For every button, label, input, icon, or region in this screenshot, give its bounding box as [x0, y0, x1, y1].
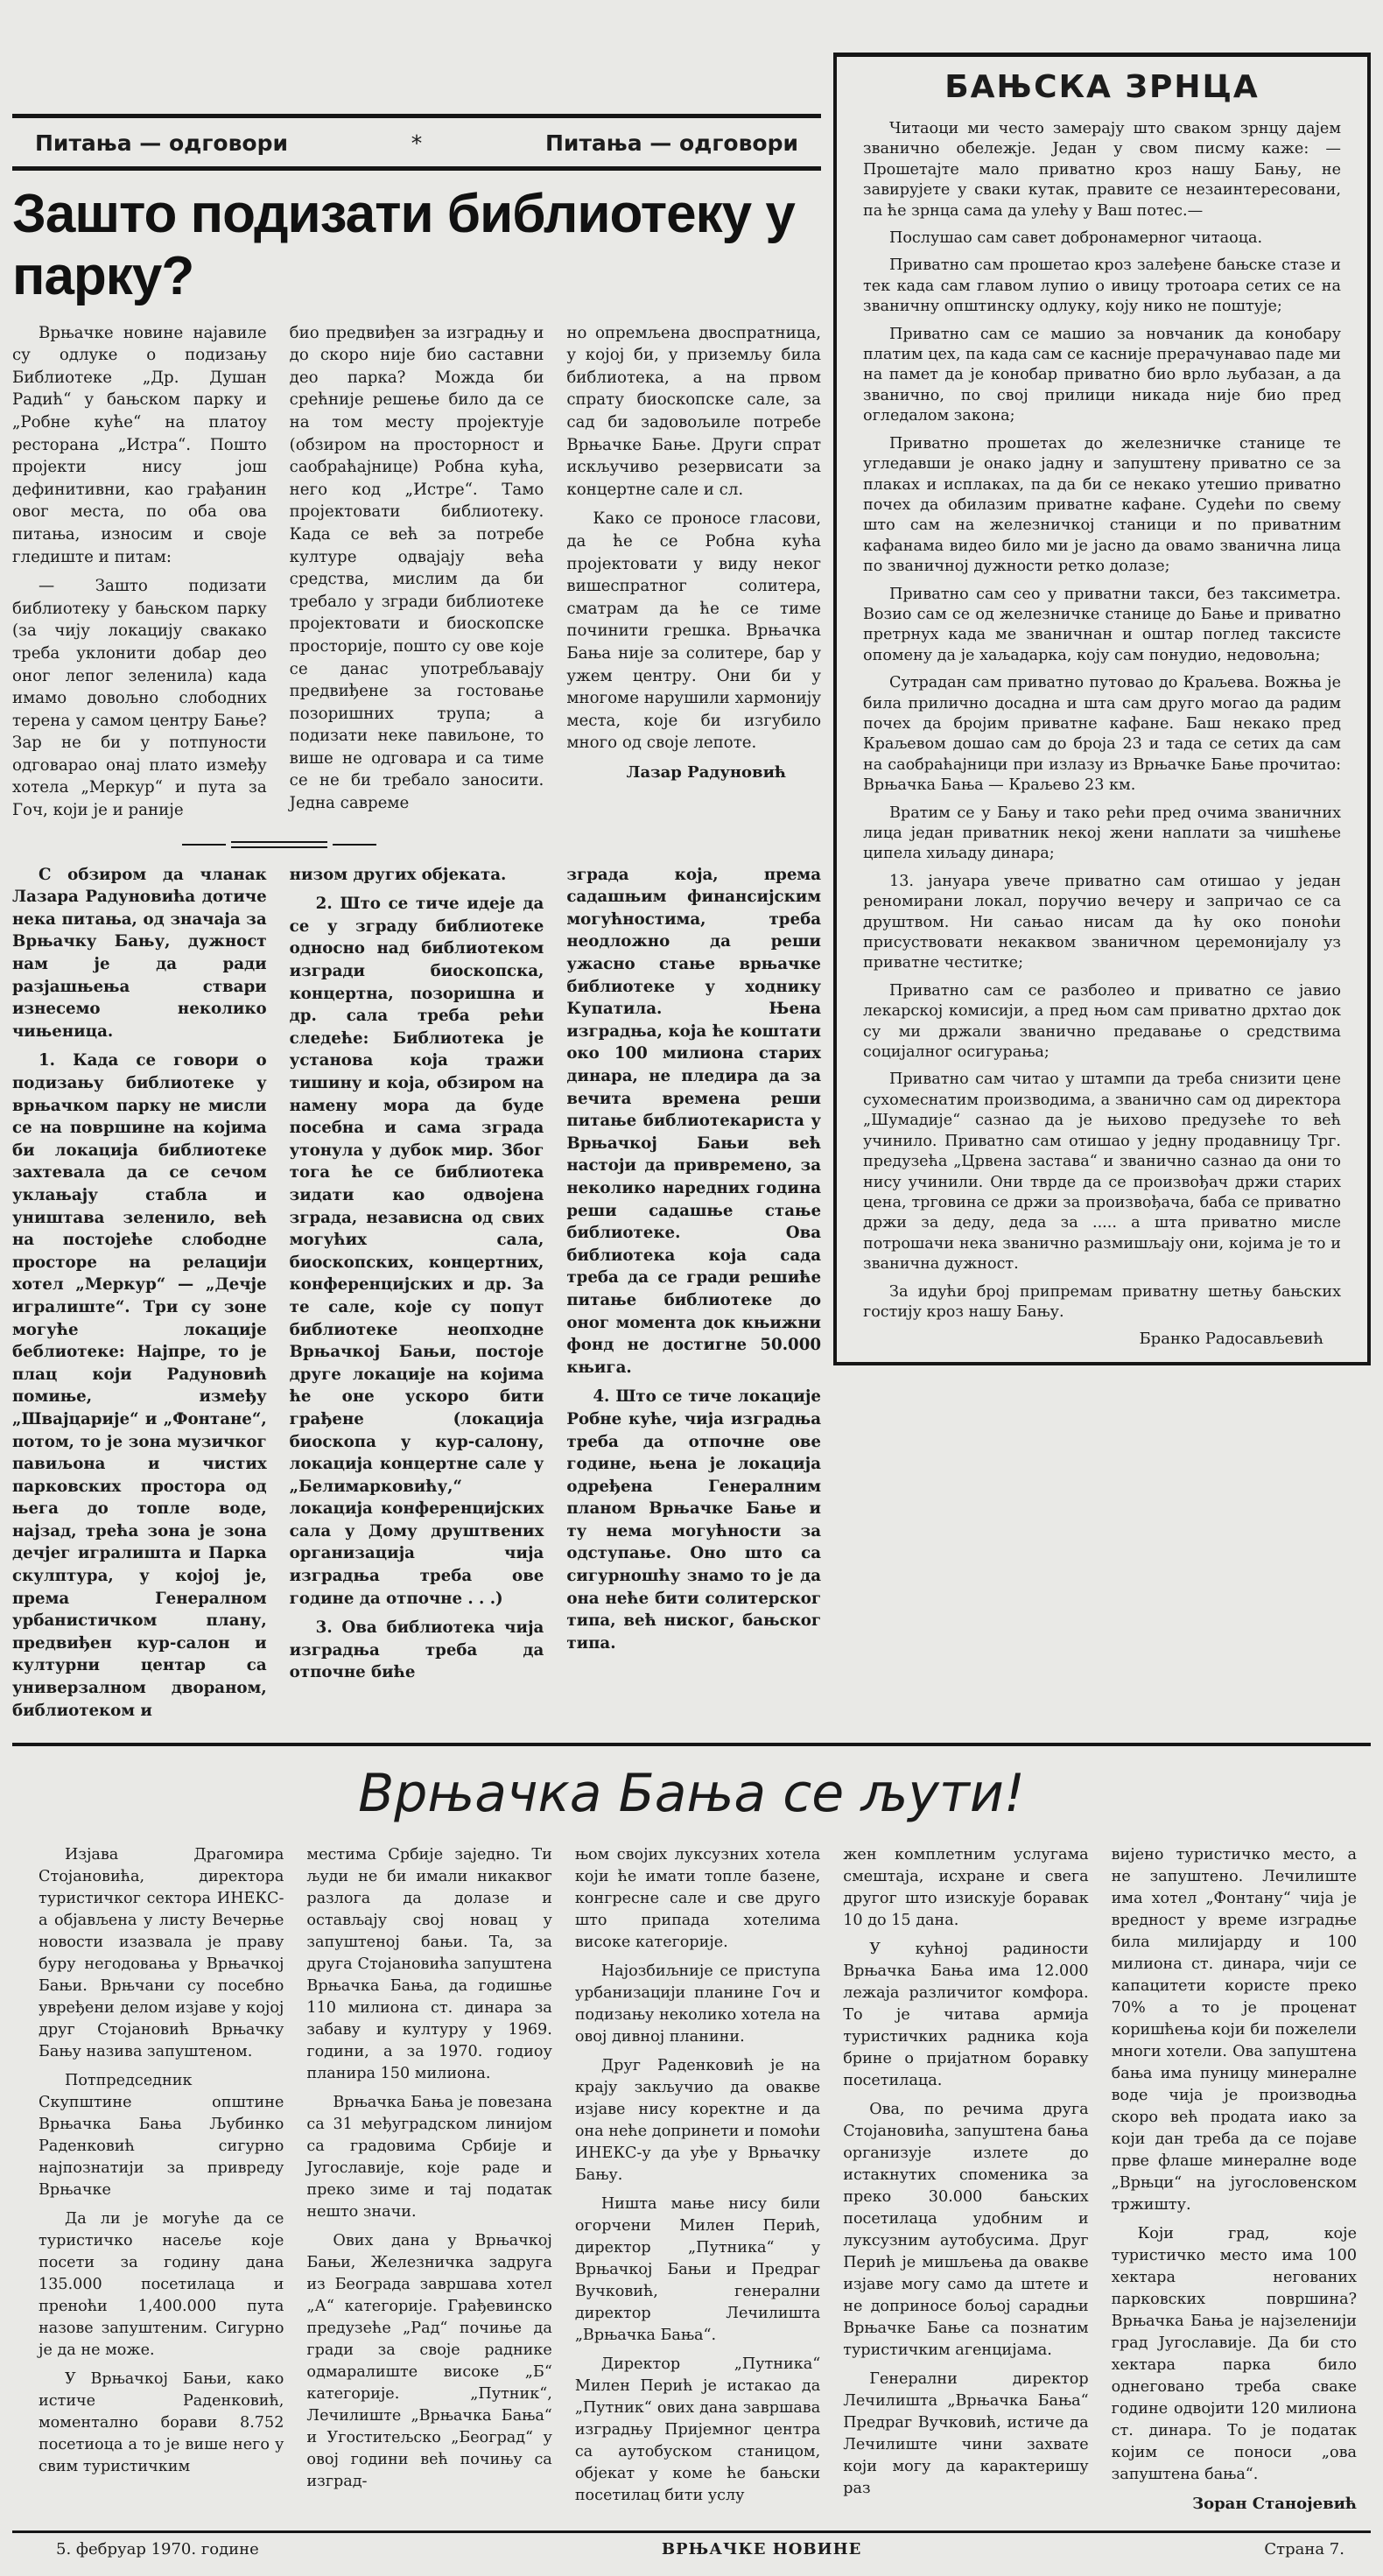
bottom-column-2	[306, 1844, 551, 2500]
bottom-column-5	[1112, 1844, 1357, 2515]
page-footer	[12, 2530, 1371, 2558]
sidebar-signature: Бранко Радосављевић	[1139, 1330, 1323, 1349]
paragraph: Ништа мање нису били огорчени Милен Перић, директор „Путника“ у Врњачкој Бањи и Предраг Вучковић, генерални директор Лечилишта „Врњачка Бања“.	[574, 2195, 821, 2345]
bottom-columns	[12, 1844, 1371, 2515]
footer-newspaper-name: ВРЊАЧКЕ НОВИНЕ	[661, 2540, 862, 2559]
paragraph: зграда која, према садашњим финансијским могућностима, треба неодложно да реши ужасно стање врњачке библиотеке у ходнику Купатила. Њена изградња, која ће коштати око 100 милиона старих динара, не пледира да за вечита времена реши питање библиотекариста у Врњачкој Бањи већ настоји да привремено, за неколико наредних година реши садашње стање библиотеке. Ова библиотека која сада треба да се гради решиће питање библиотеке до оног момента док књижни фонд не достигне 50.000 књига.	[566, 865, 822, 1377]
bottom-signature: Зоран Станојевић	[1192, 2495, 1358, 2514]
paragraph: У кућној радиности Врњачка Бања има 12.000 лежаја различитог комфора. То је читава армија туристичких радника која брине о пријатном боравку посетилаца.	[843, 1941, 1089, 2090]
paragraph: Како се проносе гласови, да ће се Робна кућа пројектовати у виду неког вишеспратног солитера, сматрам да ће се тиме починити грешка. Врњачка Бања није за солитере, бар у ужем центру. Они би у многоме нарушили хармонију места, које би изгубило много од своје лепоте.	[566, 509, 822, 753]
question-columns	[12, 322, 821, 829]
question-column-2	[290, 322, 544, 822]
bottom-column-1	[39, 1844, 284, 2485]
paragraph: С обзиром да чланак Лазара Радуновића дотиче нека питања, од значаја за Врњачку Бању, дужност нам је да ради разјашњења ствари изнесемо неколико чињеница.	[12, 865, 267, 1041]
paragraph: Врњачке новине најавиле су одлуке о подизању Библиотеке „Др. Душан Радић“ у бањском парку и „Робне куће“ на платоу ресторана „Истра“. Пошто пројекти нису још дефинитивни, као грађанин овог места, по оба ова питања, износим и своје гледиште и питам:	[12, 323, 267, 566]
paragraph: Приватно сам се машио за новчаник да конобару платим цех, па када сам се касније прерачунавао паде ми на памет да је конобар приватно био врло љубазан, а да званично, по свој прилици никада није био пред огледалом закона;	[863, 325, 1341, 425]
paragraph: 4. Што се тиче локације Робне куће, чија изградња треба да отпочне ове године, њена је локација одређена Генералним планом Врњачке Бање и ту нема могућности за одступање. Оно што са сигурношћу знамо то је да она неће бити солитерског типа, већ ниског, бањског типа.	[566, 1387, 822, 1653]
paragraph: Друг Раденковић је на крају закључио да овакве изјаве нису коректне и да она неће допринети и помоћи ИНЕКС-у да уђе у Врњачку Бању.	[574, 2057, 821, 2185]
paragraph: вијено туристичко место, а не запуштено. Лечилиште има хотел „Фонтану“ чија је вредност у време изградње била милијарду и 100 милиона ст. динара, чији се капацитети користе преко 70% а то је проценат коришћења који би пожелели многи хотели. Ова запуштена бања има пуницу минералне воде чија је производња скоро већ продата иако за који дан треба да се појаве прве флаше минералне воде „Врњци“ на југословенском тржишту.	[1111, 1846, 1358, 2215]
section-separator: *	[411, 130, 423, 156]
banja-angry-article	[12, 1743, 1371, 2515]
paragraph: Приватно сам читао у штампи да треба снизити цене сухомеснатим производима, а званично сам од директора „Шумадије“ сазнао да је њихово предузеће то већ учинило. Приватно сам отишао у једну продавницу Трг. предузећа „Црвена застава“ и званично сазнао да они то нису учинили. Они тврде да се произвођач држи старих цена, трговина се држи за произвођача, баба се приватно држи за деду, деда за ..... а шта приватно мисле потрошачи нека званично размишљају они, којима је то и званична дужност.	[863, 1070, 1341, 1274]
paragraph: низом других објеката.	[289, 865, 507, 884]
paragraph: био предвиђен за изградњу и до скоро није био саставни део парка? Можда би срећније решење било да се на том месту пројектује (обзиром на просторност и саобраћајнице) Робна кућа, него код „Истре“. Тамо пројектовати библиотеку. Када се већ за потребе културе одвајају већа средства, мислим да би требало у згради библиотеке пројектовати и биоскопске просторије, пошто су ове које се данас употребљавају предвиђене за гостовање позоришних трупа; а подизати неке павиљоне, то више не одговара и са тиме се не би требало заносити. Једна савреме	[289, 323, 544, 813]
paragraph: 2. Што се тиче идеје да се у зграду библиотеке односно над библиотеком изгради биоскопска, концертна, позоришна и др. сала треба рећи следеће: Библиотека је установа која тражи тишину и која, обзиром на намену мора да буде посебна и сама зграда утонула у дубок мир. Због тога ће се библиотека зидати као одвојена зграда, независна од свих могућих сала, биоскопских, концертних, конференцијских и др. За те сале, које су попут библиотеке неопходне Врњачкој Бањи, постоје друге локације на којима ће оне ускоро бити грађене (локација биоскопа у кур-салону, локација концертне сале у „Белимарковићу,“ локација конференцијских сала у Дому друштвених организација чија изградња треба ове године да отпочне . . .)	[289, 895, 544, 1608]
paragraph: Потпредседник Скупштине општине Врњачка Бања Љубинко Раденковић сигурно најпознатији за привреду Врњачке	[39, 2072, 284, 2200]
headline-library: Зашто подизати библиотеку у парку?	[12, 184, 795, 307]
paragraph: но опремљена двоспратница, у којој би, у приземљу била библиотека, а на првом спрату биоскопске сале, за сад би задовољиле потребе Врњачке Бање. Други спрат искључиво резервисати за концертне сале и сл.	[566, 323, 822, 499]
paragraph: њом својих луксузних хотела који ће имати топле базене, конгресне сале и све друго што припада хотелима високе категорије.	[574, 1846, 821, 1952]
paragraph: Директор „Путника“ Милен Перић је истакао да „Путник“ ових дана завршава изградњу Пријемног центра са аутобуском станицом, објекат у коме ће бањски посетилац бити услу	[574, 2355, 821, 2505]
sidebar-text	[863, 119, 1341, 1323]
question-column-3	[566, 322, 821, 788]
paragraph: Приватно прошетах до железничке станице те угледавши је онако јадну и запуштену приватно се за плаках и исплаках, па да би се некако утешио приватно почех да обилазим приватне кафане. Судећи по свему што сам на железничкој станици и по приватним кафанама видео било ми је јасно да овамо званична лица по званичној дужности ретко долазе;	[863, 434, 1341, 576]
footer-page-number: Страна 7.	[1264, 2540, 1344, 2559]
answer-column-3	[566, 864, 821, 1662]
separator-rule	[231, 841, 327, 848]
question-signature: Лазар Радуновић	[626, 762, 787, 782]
section-label-left: Питања — одговори	[35, 130, 288, 156]
section-label-right: Питања — одговори	[545, 130, 798, 156]
paragraph: Изјава Драгомира Стојановића, директора туристичког сектора ИНЕКС-а објављена у листу Вечерње новости изазвала је праву буру негодовања у Врњачкој Бањи. Врњчани су посебно увређени делом изјаве у којој друг Стојановић Врњачку Бању назива запуштеном.	[39, 1846, 284, 2061]
paragraph: Најозбиљније се приступа урбанизацији планине Гоч и подизању неколико хотела на овој дивној планини.	[574, 1962, 821, 2046]
banjska-zrnca-box	[833, 53, 1371, 1365]
paragraph: Сутрадан сам приватно путовао до Краљева. Вожња је била прилично досадна и шта сам друго могао да радим почех да бројим приватне кафане. Баш некако пред Краљевом дошао сам до броја 23 и тада се сетих да сам на саобраћајници при излазу из Врњачке Бање прочитао: Врњачка Бања — Краљево 23 км.	[863, 674, 1341, 795]
upper-band	[12, 35, 1371, 1729]
paragraph: Врњачка Бања је повезана са 31 међуградском линијом са градовима Србије и Југославије, које раде и преко зиме и тај податак нешто значи.	[306, 2094, 552, 2222]
paragraph: — Зашто подизати библиотеку у бањском парку (за чију локацију свакако треба уклонити добар део оног лепог зеленила) када имамо довољно слободних терена у самом центру Бање? Зар не би у потпуности одговарао онај плато између хотела „Меркур“ и пута за Гоч, који је и раније	[12, 577, 267, 820]
paragraph: У Врњачкој Бањи, како истиче Раденковић, моментално борави 8.752 посетиоца а то је више него у свим туристичким	[39, 2370, 284, 2476]
paragraph: 1. Када се говори о подизању библиотеке у врњачком парку не мисли се на површине на којима би локација библиотеке захтевала да се сечом уклањају стабла и уништава зеленило, већ на постојеће слободне просторе на релацији хотел „Меркур“ — „Дечје игралиште“. Три су зоне могуће локације беблиотеке: Најпре, то је плац који Радуновић помиње, између „Швајцарије“ и „Фонтане“, потом, то је зона музичког павиљона и чистих парковских простора од њега до топле воде, најзад, трећа зона је зона дечјег игралишта и Парка скулптура, у којој је, према Генералном урбанистичком плану, предвиђен кур-салон и културни центар са универзалном двораном, библиотеком и	[12, 1051, 267, 1720]
paragraph: За идући број припремам приватну шетњу бањских гостију кроз нашу Бању.	[863, 1282, 1341, 1321]
answer-columns	[12, 864, 821, 1730]
separator-ornament	[12, 841, 546, 848]
paragraph: Да ли је могуће да се туристичко насеље које посети за годину дана 135.000 посетилаца и преноћи 1,400.000 пута назове запуштеним. Сигурно је да не може.	[39, 2210, 284, 2360]
separator-rule	[182, 844, 226, 846]
separator-rule	[333, 844, 376, 846]
paragraph: местима Србије заједно. Ти људи не би имали никаквог разлога да долазе и остављају свој новац у запуштеној бањи. Та, за друга Стојановића запуштена Врњачка Бања, да годишње 110 милиона ст. динара за забаву и културу у 1969. години, а за 1970. годиоу планира 150 милиона.	[306, 1846, 552, 2083]
paragraph: Приватно сам сео у приватни такси, без таксиметра. Возио сам се од железничке станице до Бање и приватно претрнух када ме званичнан и оштар поглед таксисте опомену да је хаљадарка, коју сам понудио, недовољна;	[863, 585, 1341, 664]
paragraph: Читаоци ми често замерају што сваком зрнцу дајем званично обележје. Један у свом писму каже: — Прошетајте мало приватно кроз нашу Бању, не завирујете у сваки кутак, правите се незаинтересовани, па ће зрнца сама да улећу у Ваш потес.—	[863, 120, 1341, 220]
bottom-column-3	[575, 1844, 820, 2514]
question-column-1	[12, 322, 267, 829]
paragraph: Вратим се у Бању и тако рећи пред очима званичних лица један приватник некој жени наплати за чишћење ципела хиљаду динара;	[863, 804, 1341, 863]
answer-column-2	[290, 864, 544, 1691]
library-article	[12, 35, 821, 1729]
paragraph: Приватно сам се разболео и приватно се јавио лекарској комисији, а пред њом сам приватно дрхтао док су ми држали званично предавање о средствима социјалног осигурања;	[863, 981, 1341, 1062]
paragraph: Ових дана у Врњачкој Бањи, Железничка задруга из Београда завршава хотел „А“ категорије. Грађевинско предузеће „Рад“ почиње да гради за своје раднике одмаралиште високе „Б“ категорије. „Путник“, Лечилиште „Врњачка Бања“ и Угоститељско „Београд“ у овој години већ почињу са изград-	[306, 2232, 552, 2491]
paragraph: Који град, које туристичко место има 100 хектара негованих парковских површина? Врњачка Бања је најзеленији град Југославије. Да би сто хектара парка било однеговано треба сваке године одвојити 120 милиона ст. динара. То је податак којим се поноси „ова запуштена бања“.	[1111, 2225, 1358, 2484]
paragraph: Послушао сам савет добронамерног читаоца.	[889, 229, 1263, 248]
bottom-column-4	[843, 1844, 1088, 2507]
paragraph: 3. Ова библиотека чија изградња треба да отпочне биће	[289, 1618, 544, 1682]
headline-banja-angry: Врњачка Бања се љути!	[358, 1763, 1025, 1825]
paragraph: жен комплетним услугама смештаја, исхране и свега другог што изискује боравак 10 до 15 дана.	[843, 1846, 1089, 1930]
answer-column-1	[12, 864, 267, 1730]
paragraph: Ова, по речима друга Стојановића, запуштена бања организује излете до истакнутих споменика за преко 30.000 бањских посетилаца удобним и луксузним аутобусима. Друг Перић је мишљења да овакве изјаве могу само да штете и не доприносе бољој сарадњи Врњачке Бање са познатим туристичким агенцијама.	[843, 2101, 1089, 2360]
footer-date: 5. фебруар 1970. године	[56, 2540, 259, 2559]
paragraph: Генерални директор Лечилишта „Врњачка Бања“ Предраг Вучковић, истиче да Лечилиште чини захвате који могу да карактеришу раз	[843, 2370, 1089, 2498]
paragraph: Приватно сам прошетао кроз залеђене бањске стазе и тек када сам главом лупио о ивицу тротоара сетих се на званичну општинску одлуку, коју нико не поштује;	[863, 256, 1341, 316]
section-label-row	[12, 114, 821, 171]
paragraph: 13. јануара увече приватно сам отишао у један реномирани локал, поручио вечеру и запричао се са друштвом. Ни сањао нисам да ћу око поноћи присуствовати некаквом званичном церемонијалу уз приватне честитке;	[863, 872, 1341, 972]
sidebar-title: БАЊСКА ЗРНЦА	[944, 69, 1260, 105]
